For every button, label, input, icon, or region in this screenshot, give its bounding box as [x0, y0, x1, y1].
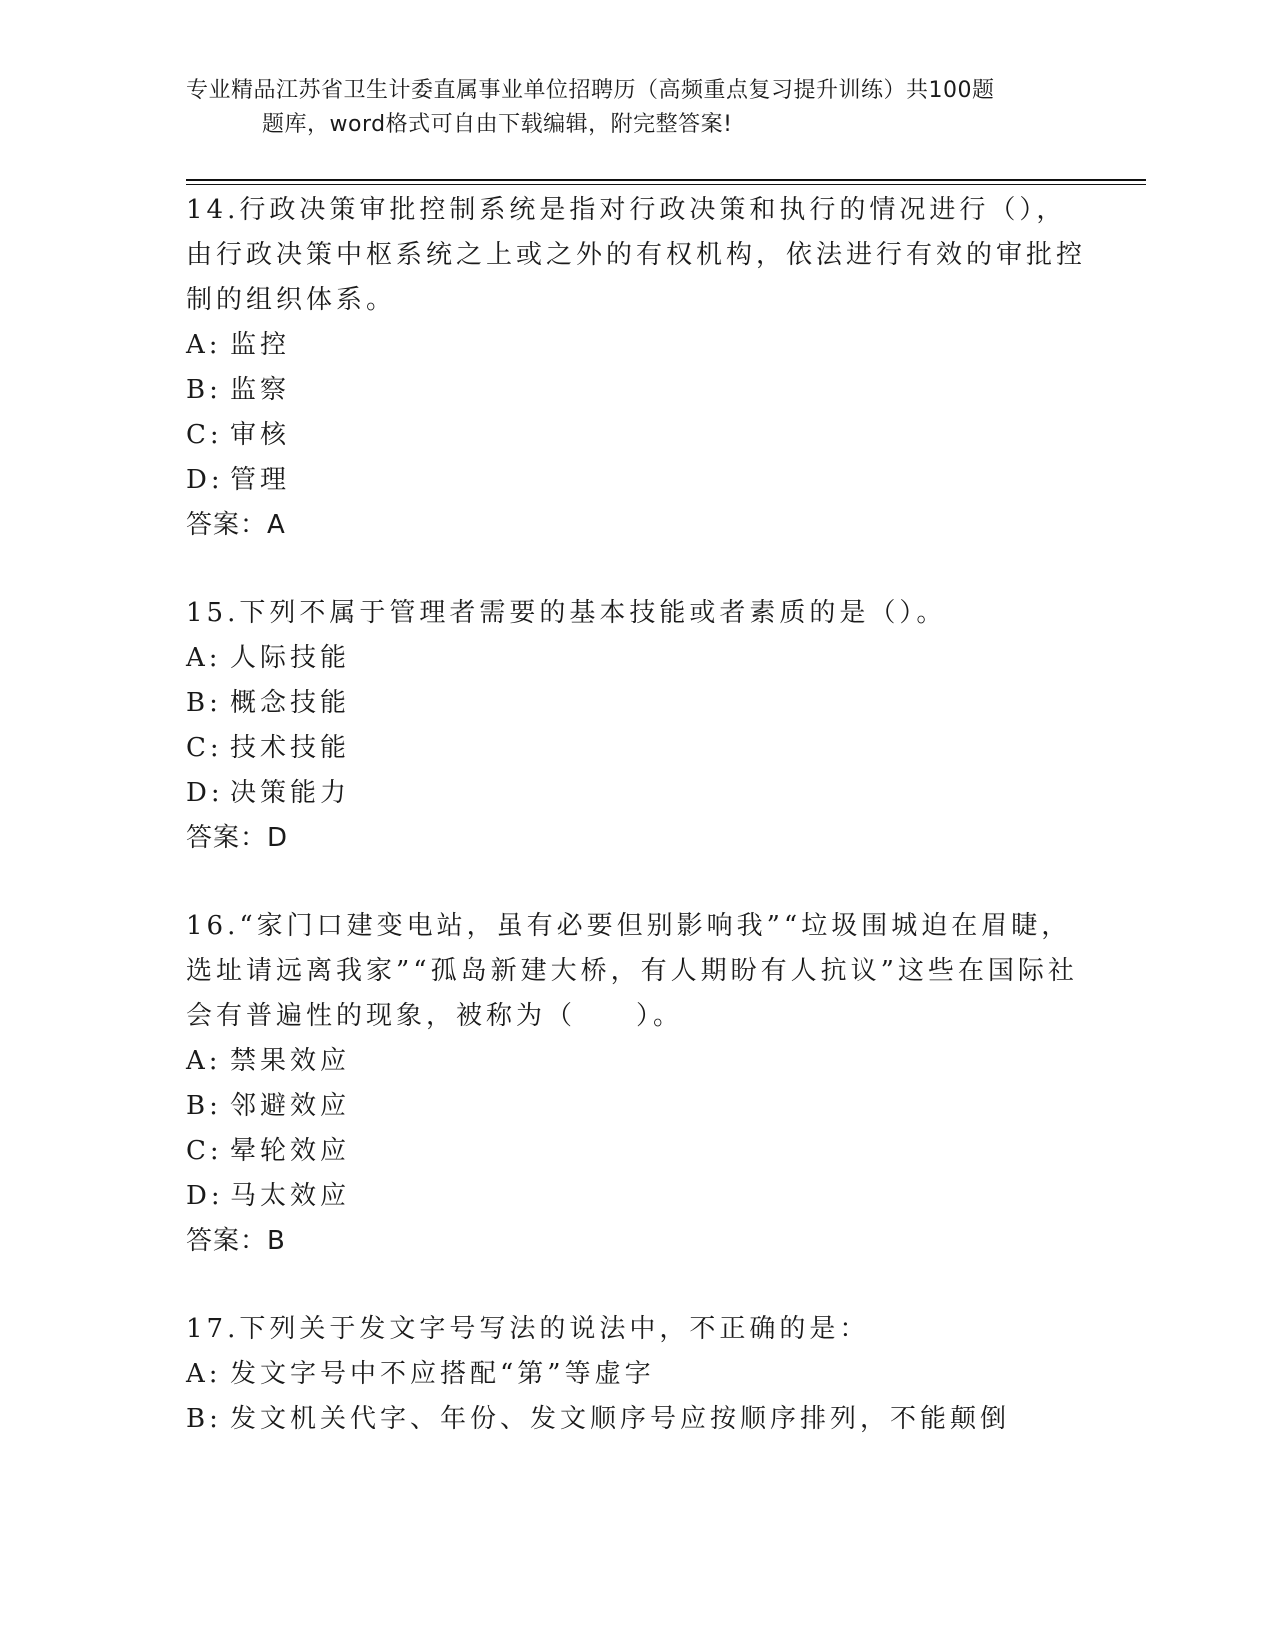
option-text: 监控 — [230, 330, 291, 360]
option-text: 概念技能 — [230, 688, 351, 718]
option-text: 审核 — [230, 420, 291, 450]
option-text: 技术技能 — [230, 733, 351, 763]
header-rule-thick — [186, 179, 1146, 181]
option-key: A: — [186, 1046, 222, 1076]
question-17 — [186, 1307, 1086, 1442]
header-rule-thin — [186, 184, 1146, 185]
option-d — [186, 1174, 1086, 1219]
option-key: B: — [186, 375, 222, 405]
option-key: D: — [186, 1181, 224, 1211]
option-text: 监察 — [230, 375, 291, 405]
answer-line: 答案：D — [186, 823, 289, 853]
option-key: D: — [186, 778, 224, 808]
option-key: B: — [186, 1404, 222, 1434]
option-key: C: — [186, 733, 223, 763]
option-key: A: — [186, 330, 222, 360]
option-b — [186, 368, 1086, 413]
option-c — [186, 413, 1086, 458]
answer-line: 答案：B — [186, 1226, 286, 1256]
option-b — [186, 1084, 1086, 1129]
option-key: C: — [186, 420, 223, 450]
option-text: 邻避效应 — [230, 1091, 351, 1121]
option-d — [186, 771, 1086, 816]
option-key: B: — [186, 688, 222, 718]
option-b — [186, 681, 1086, 726]
question-16 — [186, 904, 1086, 1264]
question-14 — [186, 188, 1086, 548]
header-title-line-2: 题库，word格式可自由下载编辑，附完整答案! — [262, 112, 733, 137]
question-15 — [186, 591, 1086, 861]
question-list — [186, 188, 1086, 1485]
question-stem: 14.行政决策审批控制系统是指对行政决策和执行的情况进行（），由行政决策中枢系统之上或之外的有权机构，依法进行有效的审批控制的组织体系。 — [186, 195, 1087, 315]
option-key: C: — [186, 1136, 223, 1166]
option-key: A: — [186, 643, 222, 673]
option-d — [186, 458, 1086, 503]
option-key: D: — [186, 465, 224, 495]
question-stem: 15.下列不属于管理者需要的基本技能或者素质的是（）。 — [186, 598, 947, 628]
header-title-line-1: 专业精品江苏省卫生计委直属事业单位招聘历（高频重点复习提升训练）共100题 — [186, 78, 995, 103]
document-header — [186, 74, 1086, 142]
option-key: A: — [186, 1359, 222, 1389]
option-c — [186, 726, 1086, 771]
option-key: B: — [186, 1091, 222, 1121]
question-stem: 16.“家门口建变电站，虽有必要但别影响我”“垃圾围城迫在眉睫，选址请远离我家”“孤岛新建大桥，有人期盼有人抗议”这些在国际社会有普遍性的现象，被称为（ ）。 — [186, 911, 1078, 1031]
option-text: 决策能力 — [230, 778, 351, 808]
question-stem: 17.下列关于发文字号写法的说法中，不正确的是： — [186, 1314, 870, 1344]
option-text: 晕轮效应 — [230, 1136, 351, 1166]
option-a — [186, 1352, 1086, 1397]
option-b — [186, 1397, 1086, 1442]
option-text: 发文机关代字、年份、发文顺序号应按顺序排列，不能颠倒 — [230, 1404, 1011, 1434]
option-a — [186, 636, 1086, 681]
answer-line: 答案：A — [186, 510, 286, 540]
option-a — [186, 323, 1086, 368]
option-text: 马太效应 — [230, 1181, 351, 1211]
option-text: 禁果效应 — [230, 1046, 351, 1076]
option-a — [186, 1039, 1086, 1084]
option-c — [186, 1129, 1086, 1174]
option-text: 人际技能 — [230, 643, 351, 673]
option-text: 发文字号中不应搭配“第”等虚字 — [230, 1359, 655, 1389]
option-text: 管理 — [230, 465, 291, 495]
